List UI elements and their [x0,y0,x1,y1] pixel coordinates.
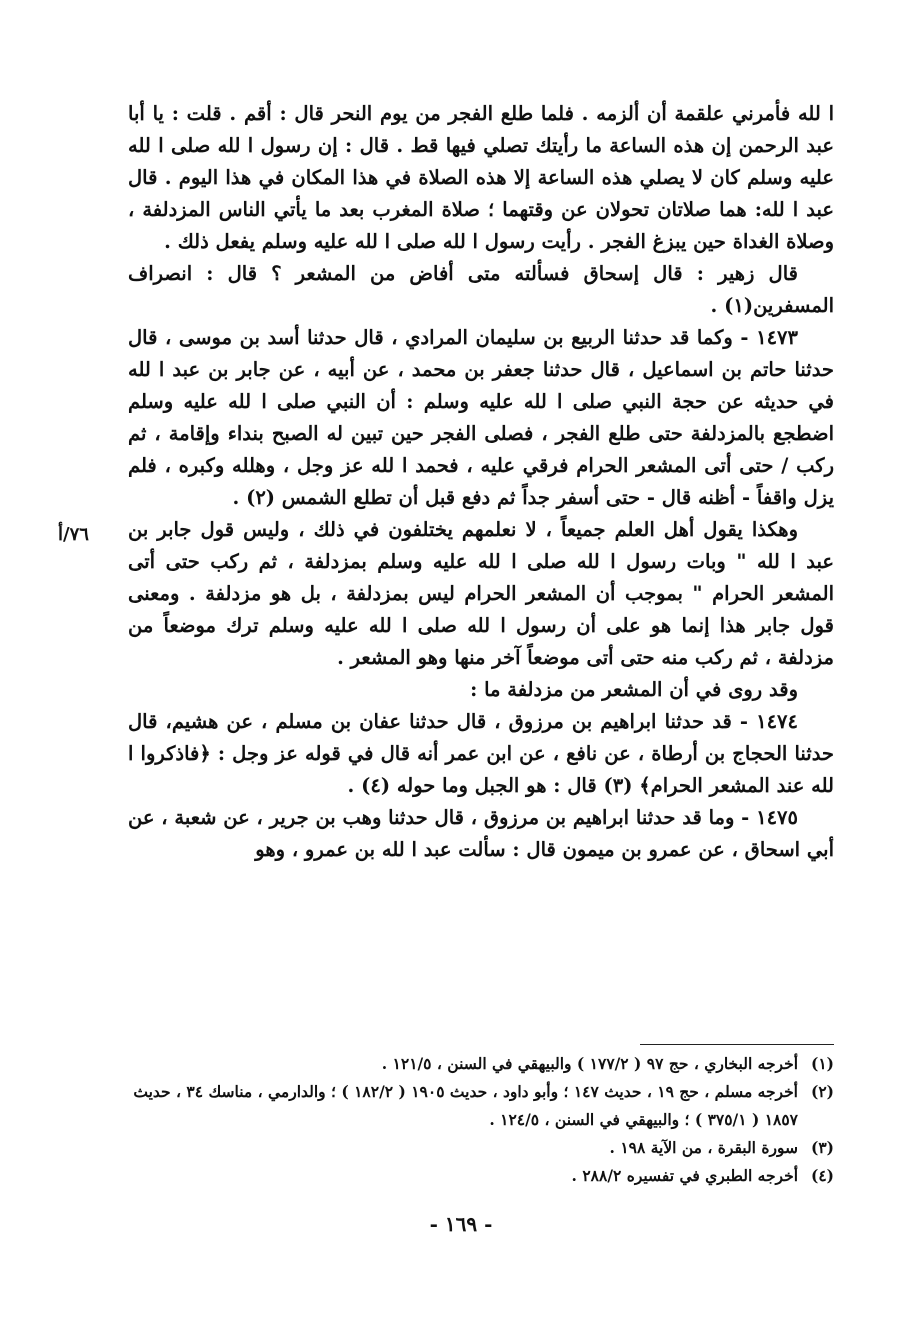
footnote-number: (٢) [810,1082,834,1101]
paragraph-hadith-1473: ١٤٧٣ - وكما قد حدثنا الربيع بن سليمان المرادي ، قال حدثنا أسد بن موسى ، قال حدثنا حاتم بن اسماعيل ، قال حدثنا جعفر بن محمد ، عن أبيه ، عن جابر بن عبد ا لله في حديثه عن حجة النبي صلى ا لله عليه وسلم : أن النبي صلى ا لله عليه وسلم اضطجع بالمزدلفة حتى طلع الفجر ، فصلى الفجر حين تبين له الصبح بنداء وإقامة ، ثم ركب / حتى أتى المشعر الحرام فرقي عليه ، فحمد ا لله عز وجل ، وهلله وكبره ، فلم يزل واقفاً - أظنه قال - حتى أسفر جداً ثم دفع قبل أن تطلع الشمس (٢) . [128,326,834,509]
footnote-text: أخرجه البخاري ، حج ٩٧ ( ١٧٧/٢ ) والبيهقي في السنن ، ١٢١/٥ . [381,1054,798,1073]
paragraph-2: قال زهير : قال إسحاق فسألته متى أفاض من المشعر ؟ قال : انصراف المسفرين(١) . [128,262,834,317]
paragraph-1: ا لله فأمرني علقمة أن ألزمه . فلما طلع الفجر من يوم النحر قال : أقم . قلت : يا أبا عبد الرحمن إن هذه الساعة ما رأيتك تصلي فيها قط . قال : إن رسول ا لله صلى ا لله عليه وسلم كان لا يصلي هذه الساعة إلا هذه الصلاة في هذا المكان في هذا اليوم . قال عبد ا لله: هما صلاتان تحولان عن وقتهما ؛ صلاة المغرب بعد ما يأتي الناس المزدلفة ، وصلاة الغداة حين يبزغ الفجر . رأيت رسول ا لله صلى ا لله عليه وسلم يفعل ذلك . [128,102,834,253]
footnote-2 [128,1078,834,1134]
footnote-number: (١) [810,1054,834,1073]
paragraph-hadith-1475: ١٤٧٥ - وما قد حدثنا ابراهيم بن مرزوق ، قال حدثنا وهب بن جرير ، عن شعبة ، عن أبي اسحاق ، عن عمرو بن ميمون قال : سألت عبد ا لله بن عمرو ، وهو [128,806,834,861]
main-text [128,98,834,866]
footnote-text: أخرجه الطبري في تفسيره ٢٨٨/٢ . [571,1166,798,1185]
footnote-text: سورة البقرة ، من الآية ١٩٨ . [609,1138,798,1157]
paragraph-intro: وقد روى في أن المشعر من مزدلفة ما : [470,678,798,701]
footnote-3 [128,1134,834,1162]
paragraph-hadith-1474: ١٤٧٤ - قد حدثنا ابراهيم بن مرزوق ، قال حدثنا عفان بن مسلم ، عن هشيم، قال حدثنا الحجاج بن أرطاة ، عن نافع ، عن ابن عمر أنه قال في قوله عز وجل : ﴿فاذكروا ا لله عند المشعر الحرام﴾ (٣) قال : هو الجبل وما حوله (٤) . [128,710,834,797]
footnote-number: (٤) [810,1166,834,1185]
page-number: - ١٦٩ - [429,1212,493,1236]
footnote-4 [128,1162,834,1190]
paragraph-commentary: وهكذا يقول أهل العلم جميعاً ، لا نعلمهم يختلفون في ذلك ، وليس قول جابر بن عبد ا لله " وبات رسول ا لله صلى ا لله عليه وسلم بمزدلفة ، ثم ركب حتى أتى المشعر الحرام " بموجب أن المشعر الحرام ليس بمزدلفة ، بل هو مزدلفة . ومعنى قول جابر هذا إنما هو على أن رسول ا لله صلى ا لله عليه وسلم ترك موضعاً من مزدلفة ، ثم ركب منه حتى أتى موضعاً آخر منها وهو المشعر . [128,518,834,669]
margin-folio-note: ٧٦/أ [58,524,89,545]
footnote-text: أخرجه مسلم ، حج ١٩ ، حديث ١٤٧ ؛ وأبو داود ، حديث ١٩٠٥ ( ١٨٢/٢ ) ؛ والدارمي ، مناسك ٣٤ ، حديث ١٨٥٧ ( ٣٧٥/١ ) ؛ والبيهقي في السنن ، ١٢٤/٥ . [133,1082,798,1129]
footnote-divider [640,1044,834,1045]
footnotes [128,1050,834,1190]
footnote-1 [128,1050,834,1078]
footnote-number: (٣) [810,1138,834,1157]
